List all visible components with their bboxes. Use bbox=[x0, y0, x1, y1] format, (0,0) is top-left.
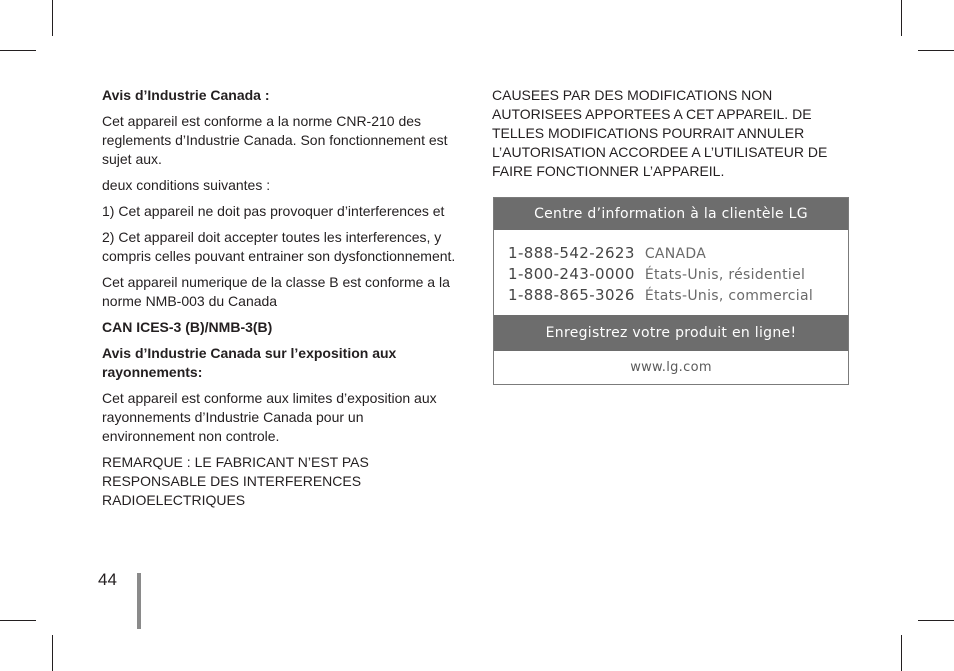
exposure-heading: Avis d’Industrie Canada sur l’exposition aux rayonnements: bbox=[102, 345, 397, 380]
phone-number: 1-888-865-3026 bbox=[508, 286, 635, 304]
crop-mark bbox=[52, 635, 53, 671]
remark-continuation: CAUSEES PAR DES MODIFICATIONS NON AUTORISEES APPORTEES A CET APPAREIL. DE TELLES MODIFICATIONS POURRAIT ANNULER L’AUTORISATION ACCORDEE A L’UTILISATEUR DE FAIRE FONCTIONNER L’APPAREIL. bbox=[492, 87, 828, 179]
phone-row bbox=[508, 242, 848, 263]
register-banner: Enregistrez votre produit en ligne! bbox=[494, 315, 848, 351]
crop-mark bbox=[901, 635, 902, 671]
crop-mark bbox=[918, 620, 954, 621]
phone-description: États-Unis, résidentiel bbox=[644, 267, 806, 283]
remark-paragraph: REMARQUE : LE FABRICANT N’EST PAS RESPONSABLE DES INTERFERENCES RADIOELECTRIQUES bbox=[102, 454, 369, 508]
customer-info-box bbox=[493, 197, 849, 385]
industry-canada-heading: Avis d’Industrie Canada : bbox=[102, 87, 270, 103]
phone-description: États-Unis, commercial bbox=[644, 288, 814, 304]
class-b-paragraph: Cet appareil numerique de la classe B est conforme a la norme NMB-003 du Canada bbox=[102, 274, 450, 309]
phone-number: 1-888-542-2623 bbox=[508, 244, 635, 262]
crop-mark bbox=[52, 0, 53, 36]
left-column bbox=[102, 86, 458, 517]
crop-mark bbox=[901, 0, 902, 36]
phone-row bbox=[508, 284, 848, 305]
crop-mark bbox=[918, 50, 954, 51]
page-number-bar bbox=[137, 573, 141, 629]
phone-number: 1-800-243-0000 bbox=[508, 265, 635, 283]
page-number: 44 bbox=[98, 570, 117, 589]
ices-label: CAN ICES-3 (B)/NMB-3(B) bbox=[102, 319, 273, 335]
website-link[interactable]: www.lg.com bbox=[630, 360, 712, 375]
phone-description: CANADA bbox=[644, 246, 707, 262]
condition-2: 2) Cet appareil doit accepter toutes les interferences, y compris celles pouvant entrainer son dysfonctionnement. bbox=[102, 229, 456, 264]
phone-row bbox=[508, 263, 848, 284]
customer-info-header: Centre d’information à la clientèle LG bbox=[494, 198, 848, 230]
conformity-paragraph: Cet appareil est conforme a la norme CNR-210 des reglements d’Industrie Canada. Son fonctionnement est sujet aux. bbox=[102, 113, 448, 167]
conditions-paragraph: deux conditions suivantes : bbox=[102, 177, 271, 193]
phone-list bbox=[494, 230, 848, 305]
right-column bbox=[492, 86, 832, 181]
crop-mark bbox=[0, 620, 36, 621]
exposure-paragraph: Cet appareil est conforme aux limites d’exposition aux rayonnements d’Industrie Canada pour un environnement non controle. bbox=[102, 390, 437, 444]
condition-1: 1) Cet appareil ne doit pas provoquer d’interferences et bbox=[102, 203, 445, 219]
crop-mark bbox=[0, 50, 36, 51]
